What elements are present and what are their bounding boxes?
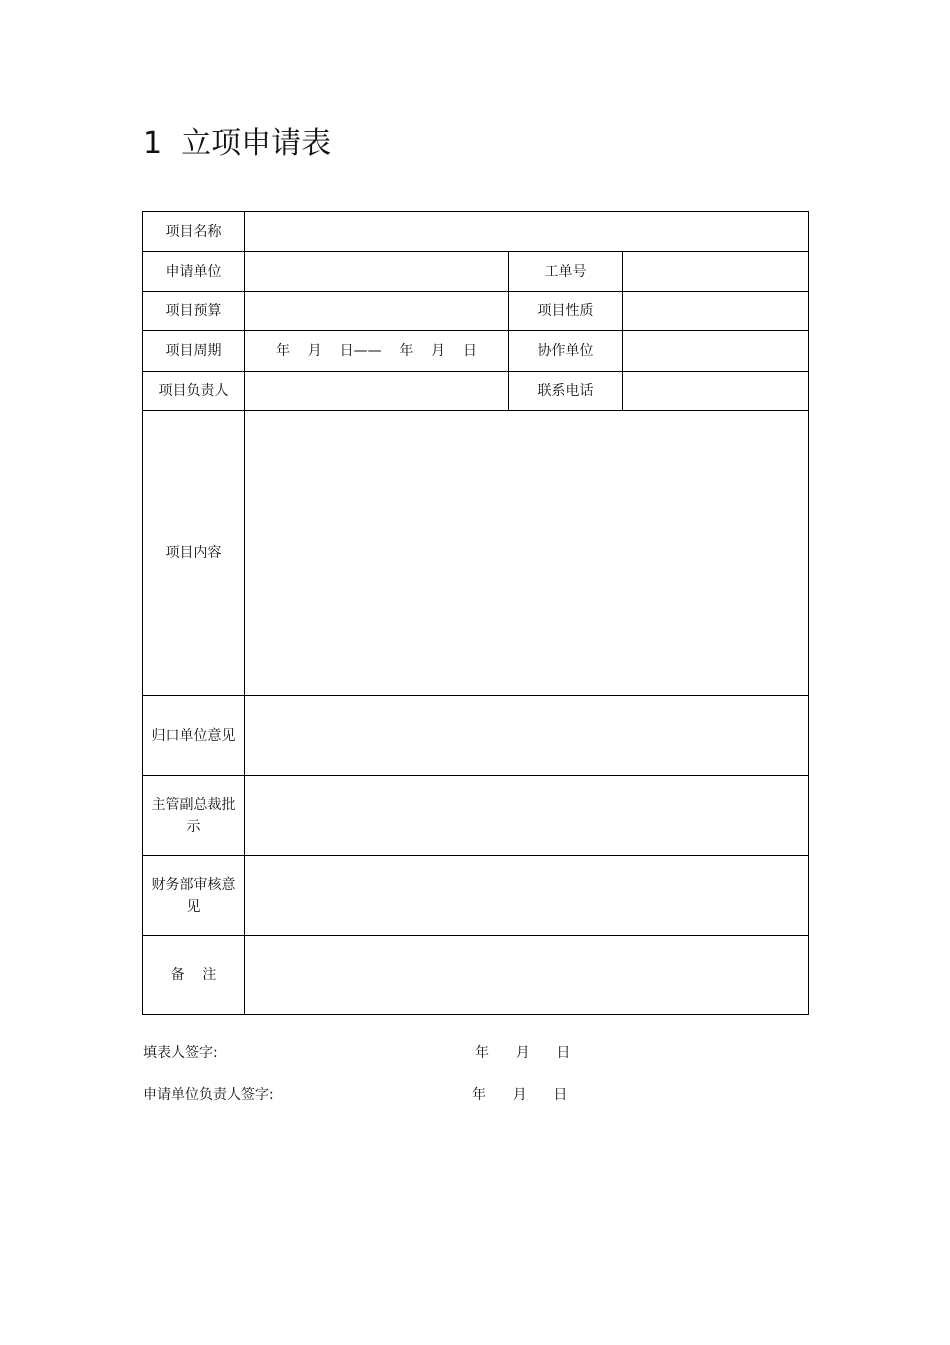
leader-field[interactable] [245, 372, 509, 411]
filler-signature-label: 填表人签字: [143, 1045, 218, 1061]
budget-label: 项目预算 [143, 292, 245, 331]
work-order-field[interactable] [623, 252, 809, 292]
finance-opinion-field[interactable] [245, 856, 809, 936]
row-budget [143, 292, 809, 331]
phone-label: 联系电话 [509, 372, 623, 411]
page-title: 1 立项申请表 [143, 126, 332, 161]
row-content [143, 411, 809, 696]
unit-leader-date: 年 月 日 [472, 1087, 568, 1103]
content-label: 项目内容 [143, 411, 245, 696]
period-label: 项目周期 [143, 331, 245, 372]
row-project-name [143, 212, 809, 252]
project-name-field[interactable] [245, 212, 809, 252]
row-dept-opinion [143, 696, 809, 776]
content-field[interactable] [245, 411, 809, 696]
dept-opinion-label: 归口单位意见 [143, 696, 245, 776]
filler-date: 年 月 日 [475, 1045, 571, 1061]
unit-leader-signature-label: 申请单位负责人签字: [143, 1087, 274, 1103]
cooperating-unit-field[interactable] [623, 331, 809, 372]
remarks-label: 备 注 [143, 936, 245, 1015]
work-order-label: 工单号 [509, 252, 623, 292]
row-period [143, 331, 809, 372]
applicant-unit-field[interactable] [245, 252, 509, 292]
phone-field[interactable] [623, 372, 809, 411]
finance-opinion-label: 财务部审核意见 [143, 856, 245, 936]
nature-label: 项目性质 [509, 292, 623, 331]
project-name-label: 项目名称 [143, 212, 245, 252]
row-leader [143, 372, 809, 411]
period-value: 年 月 日—— 年 月 日 [275, 343, 477, 359]
row-remarks [143, 936, 809, 1015]
leader-label: 项目负责人 [143, 372, 245, 411]
row-finance-opinion [143, 856, 809, 936]
row-applicant-unit [143, 252, 809, 292]
dept-opinion-field[interactable] [245, 696, 809, 776]
period-field[interactable] [245, 331, 509, 372]
vp-approval-label: 主管副总裁批示 [143, 776, 245, 856]
row-vp-approval [143, 776, 809, 856]
applicant-unit-label: 申请单位 [143, 252, 245, 292]
remarks-field[interactable] [245, 936, 809, 1015]
vp-approval-field[interactable] [245, 776, 809, 856]
application-form-table [142, 211, 809, 1015]
cooperating-unit-label: 协作单位 [509, 331, 623, 372]
nature-field[interactable] [623, 292, 809, 331]
budget-field[interactable] [245, 292, 509, 331]
